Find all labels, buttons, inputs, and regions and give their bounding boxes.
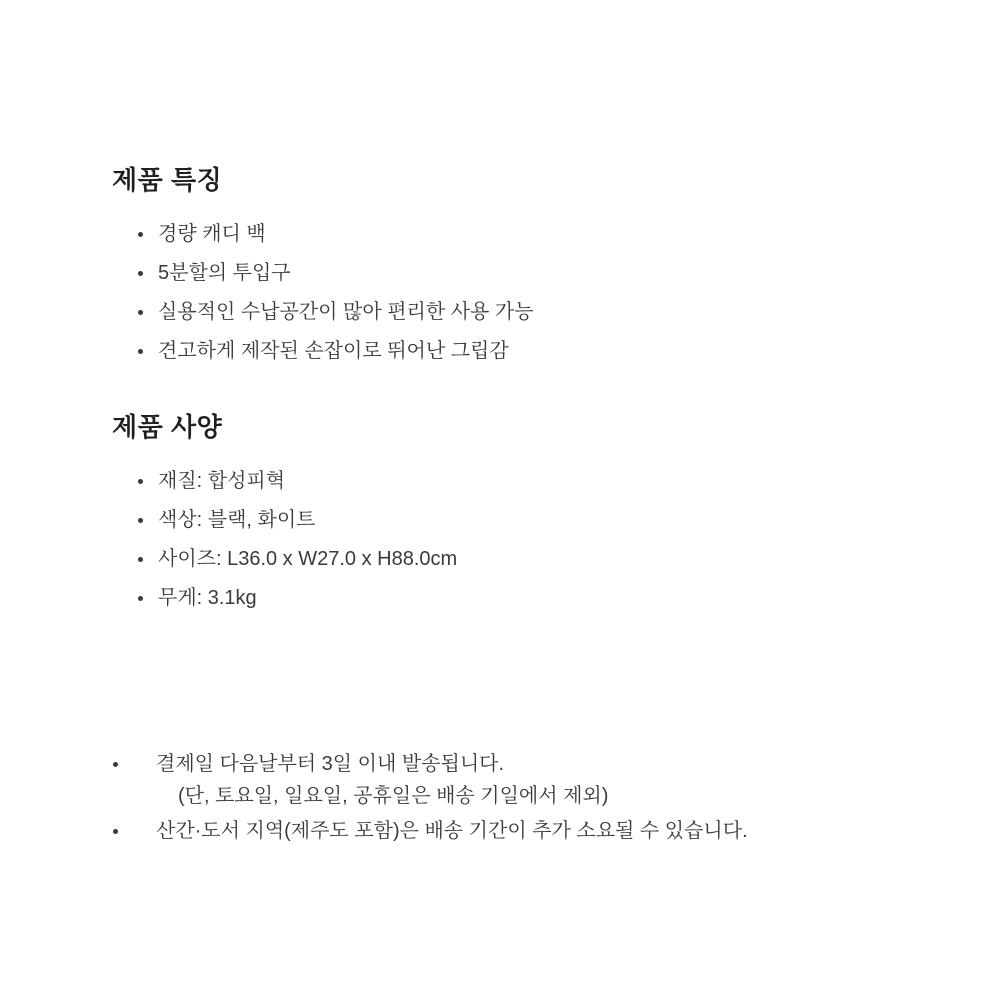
- shipping-item-text: 결제일 다음날부터 3일 이내 발송됩니다.: [156, 753, 505, 775]
- list-item: 색상: 블랙, 화이트: [112, 505, 932, 536]
- section-features: [112, 160, 932, 367]
- shipping-list: [108, 748, 968, 847]
- specifications-heading: 제품 사양: [112, 412, 223, 442]
- list-item: 경량 캐디 백: [112, 219, 932, 250]
- list-item: 재질: 합성피혁: [112, 466, 932, 497]
- list-item: 실용적인 수납공간이 많아 편리한 사용 가능: [112, 297, 932, 328]
- features-list: [112, 219, 932, 367]
- shipping-info: [108, 748, 968, 849]
- shipping-sub-note: (단, 토요일, 일요일, 공휴일은 배송 기일에서 제외): [178, 785, 609, 808]
- list-item: 무게: 3.1kg: [112, 583, 932, 614]
- product-info-content: [112, 160, 932, 622]
- list-item: 산간·도서 지역(제주도 포함)은 배송 기간이 추가 소요될 수 있습니다.: [108, 815, 968, 847]
- section-specifications: [112, 407, 932, 614]
- specifications-list: [112, 466, 932, 614]
- list-item: 5분할의 투입구: [112, 258, 932, 289]
- list-item: [108, 748, 968, 813]
- list-item: 견고하게 제작된 손잡이로 뛰어난 그립감: [112, 336, 932, 367]
- list-item: 사이즈: L36.0 x W27.0 x H88.0cm: [112, 544, 932, 575]
- features-heading: 제품 특징: [112, 165, 223, 195]
